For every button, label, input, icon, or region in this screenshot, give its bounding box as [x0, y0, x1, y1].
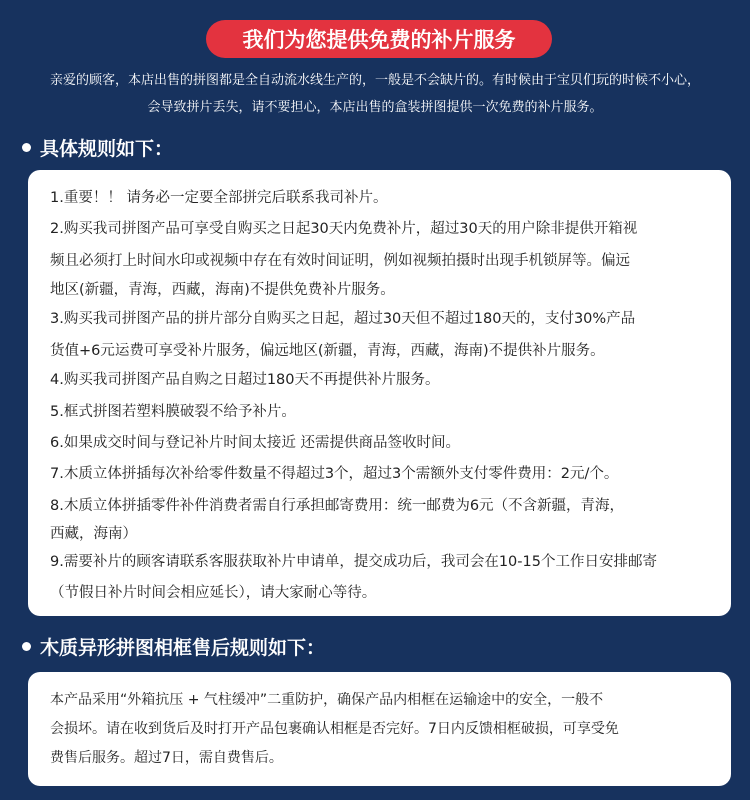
- rule-line: 5.框式拼图若塑料膜破裂不给予补片。: [50, 404, 296, 420]
- rule-line: 2.购买我司拼图产品可享受自购买之日起30天内免费补片，超过30天的用户除非提供开箱视: [50, 221, 638, 237]
- frame-rules-card: [28, 672, 731, 786]
- intro-line-2: 会导致拼片丢失，请不要担心，本店出售的盒装拼图提供一次免费的补片服务。: [147, 100, 603, 115]
- bullet-dot-icon: [22, 642, 31, 651]
- rule-line: 4.购买我司拼图产品自购之日超过180天不再提供补片服务。: [50, 372, 440, 388]
- page-title-banner: [206, 20, 552, 58]
- frame-rules-heading-text: 木质异形拼图相框售后规则如下：: [40, 637, 326, 659]
- bullet-dot-icon: [22, 143, 31, 152]
- rule-line: 西藏，海南）: [50, 526, 137, 542]
- frame-rule-line: 本产品采用“外箱抗压 + 气柱缓冲”二重防护，确保产品内相框在运输途中的安全，一般不: [50, 692, 604, 708]
- rule-line: 货值+6元运费可享受补片服务，偏远地区(新疆，青海，西藏，海南)不提供补片服务。: [50, 343, 605, 359]
- rule-line: 频且必须打上时间水印或视频中存在有效时间证明，例如视频拍摄时出现手机锁屏等。偏远: [50, 253, 630, 269]
- frame-rule-line: 费售后服务。超过7日，需自费售后。: [50, 750, 283, 766]
- rule-line: 8.木质立体拼插零件补件消费者需自行承担邮寄费用：统一邮费为6元（不含新疆，青海，: [50, 498, 625, 514]
- rules-heading: [22, 134, 173, 161]
- rule-line: 9.需要补片的顾客请联系客服获取补片申请单，提交成功后，我司会在10-15个工作日安排邮寄: [50, 554, 657, 570]
- rule-line: 3.购买我司拼图产品的拼片部分自购买之日起，超过30天但不超过180天的，支付30%产品: [50, 311, 636, 327]
- rule-line: 6.如果成交时间与登记补片时间太接近 还需提供商品签收时间。: [50, 435, 460, 451]
- intro-line-1: 亲爱的顾客，本店出售的拼图都是全自动流水线生产的，一般是不会缺片的。有时候由于宝贝们玩的时候不小心，: [49, 73, 700, 88]
- rule-line: 7.木质立体拼插每次补给零件数量不得超过3个，超过3个需额外支付零件费用：2元/个。: [50, 466, 619, 482]
- page-title: 我们为您提供免费的补片服务: [242, 28, 516, 52]
- rules-heading-text: 具体规则如下：: [40, 138, 174, 160]
- rule-line: （节假日补片时间会相应延长），请大家耐心等待。: [50, 585, 377, 601]
- frame-rules-heading: [22, 633, 325, 660]
- frame-rule-line: 会损坏。请在收到货后及时打开产品包裹确认相框是否完好。7日内反馈相框破损，可享受免: [50, 721, 619, 737]
- rules-card: [28, 170, 731, 616]
- rule-line: 地区(新疆，青海，西藏，海南)不提供免费补片服务。: [50, 282, 395, 298]
- rule-line: 1.重要！！ 请务必一定要全部拼完后联系我司补片。: [50, 190, 388, 206]
